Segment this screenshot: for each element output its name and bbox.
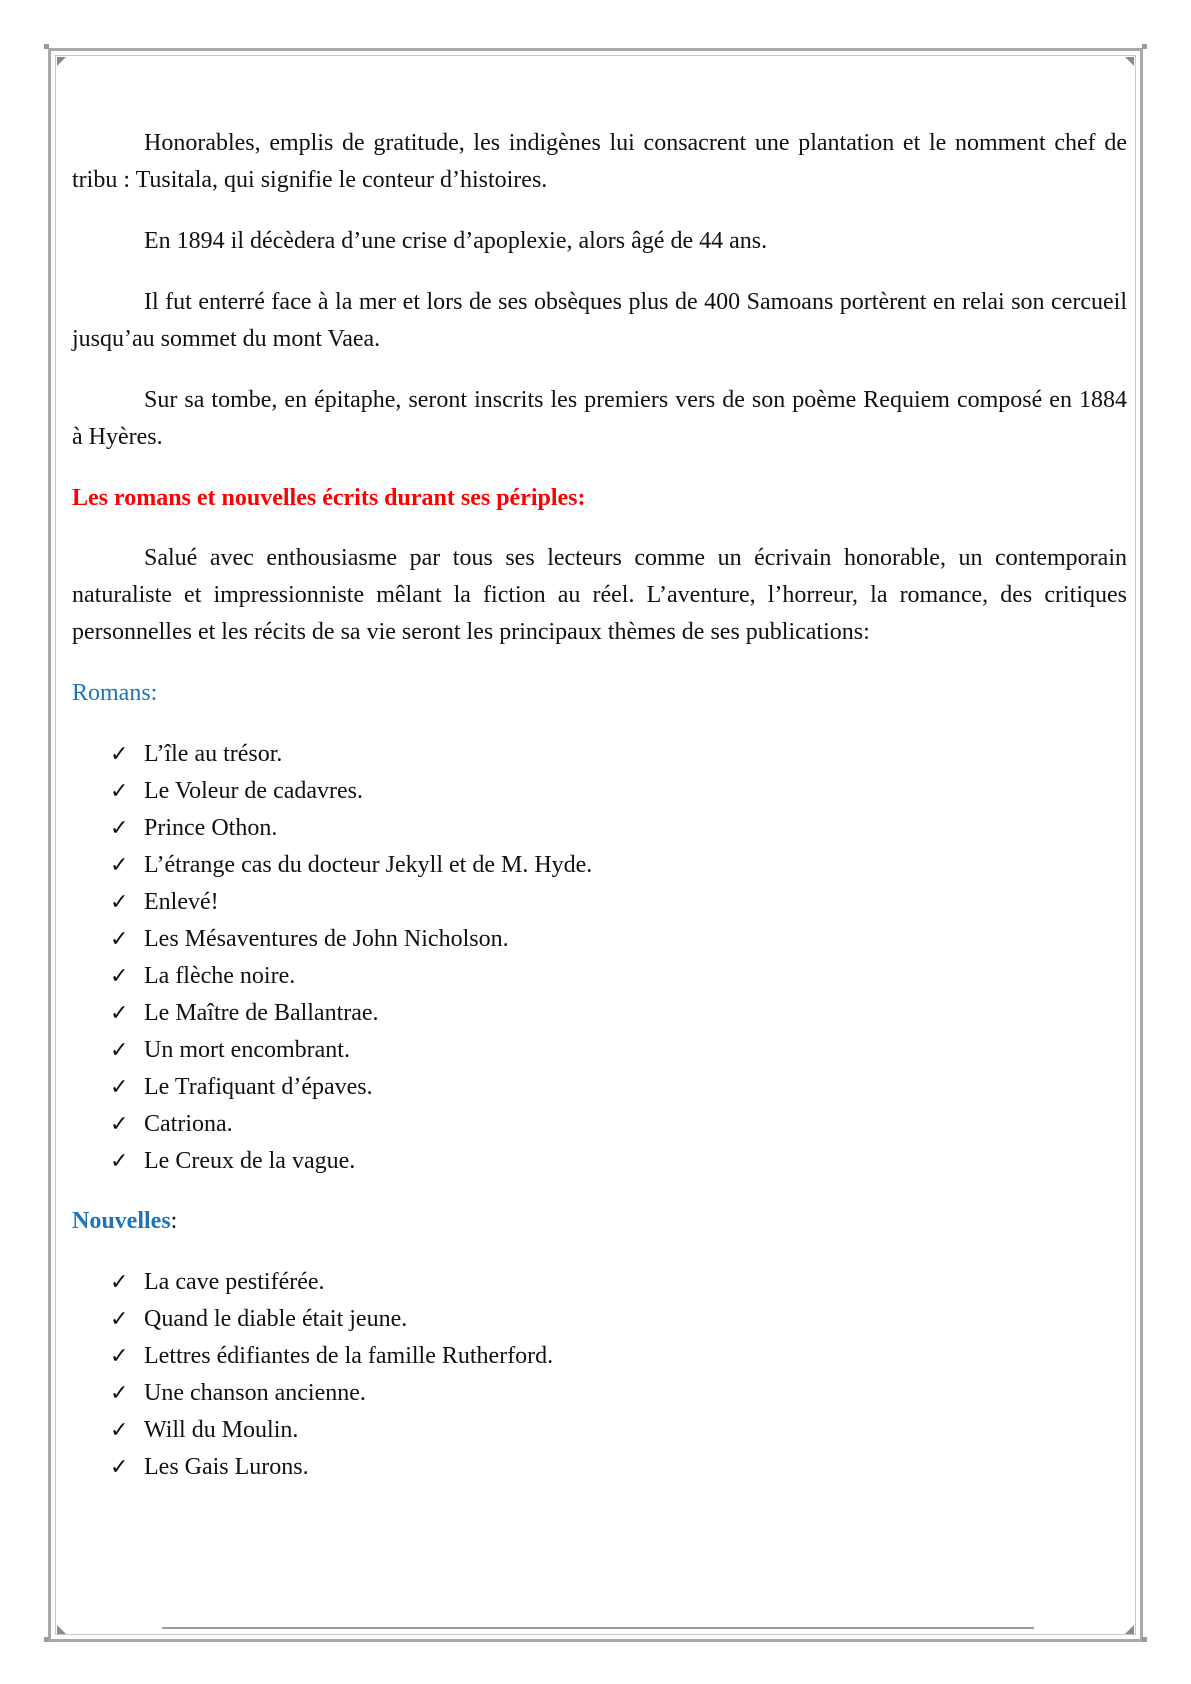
- nouvelles-colon: :: [170, 1208, 178, 1234]
- list-item-text: Quand le diable était jeune.: [144, 1306, 408, 1332]
- checkmark-icon: ✓: [110, 1038, 129, 1063]
- list-item: [72, 1069, 1127, 1106]
- romans-heading: [72, 675, 1127, 712]
- list-item-text: Le Maître de Ballantrae.: [144, 1000, 379, 1026]
- list-item: [72, 847, 1127, 884]
- checkmark-icon: ✓: [110, 1455, 129, 1480]
- checkmark-icon: ✓: [110, 1149, 129, 1174]
- romans-label: Romans:: [72, 680, 158, 706]
- list-item-text: Prince Othon.: [144, 815, 278, 841]
- footer-rule: [162, 1627, 1034, 1629]
- list-item-text: L’étrange cas du docteur Jekyll et de M. Hyde.: [144, 852, 593, 878]
- list-item-text: Le Trafiquant d’épaves.: [144, 1074, 373, 1100]
- list-item: [72, 1375, 1127, 1412]
- checkmark-icon: ✓: [110, 1344, 129, 1369]
- list-item: [72, 1143, 1127, 1180]
- list-item: [72, 1449, 1127, 1486]
- frame-corner-bottom-left: [57, 1625, 66, 1634]
- frame-corner-top-left: [57, 57, 66, 66]
- paragraph-burial: Il fut enterré face à la mer et lors de ses obsèques plus de 400 Samoans portèrent en relai son cercueil jusqu’au sommet du mont Vaea.: [72, 289, 1127, 352]
- checkmark-icon: ✓: [110, 1001, 129, 1026]
- list-item: [72, 958, 1127, 995]
- frame-dot-top-left: [44, 44, 49, 49]
- checkmark-icon: ✓: [110, 1075, 129, 1100]
- paragraph-tusitala: Honorables, emplis de gratitude, les indigènes lui consacrent une plantation et le nomment chef de tribu : Tusitala, qui signifie le conteur d’histoires.: [72, 130, 1127, 193]
- page-content: [72, 125, 1127, 1509]
- checkmark-icon: ✓: [110, 1270, 129, 1295]
- list-item: [72, 736, 1127, 773]
- romans-list: [72, 736, 1127, 1180]
- list-item-text: Un mort encombrant.: [144, 1037, 350, 1063]
- list-item-text: L’île au trésor.: [144, 741, 283, 767]
- list-item-text: La cave pestiférée.: [144, 1269, 325, 1295]
- checkmark-icon: ✓: [110, 1307, 129, 1332]
- list-item: [72, 1338, 1127, 1375]
- paragraph-death: En 1894 il décèdera d’une crise d’apoplexie, alors âgé de 44 ans.: [144, 228, 768, 254]
- nouvelles-heading: [72, 1203, 1127, 1240]
- frame-dot-bottom-right: [1142, 1637, 1147, 1642]
- checkmark-icon: ✓: [110, 779, 129, 804]
- frame-corner-top-right: [1125, 57, 1134, 66]
- section-intro: Salué avec enthousiasme par tous ses lecteurs comme un écrivain honorable, un contemporain naturaliste et impressionniste mêlant la fiction au réel. L’aventure, l’horreur, la romance, des critiques personnelles et les récits de sa vie seront les principaux thèmes de ses publications:: [72, 545, 1127, 645]
- list-item: [72, 1032, 1127, 1069]
- list-item: [72, 1301, 1127, 1338]
- checkmark-icon: ✓: [110, 853, 129, 878]
- frame-dot-bottom-left: [44, 1637, 49, 1642]
- nouvelles-list: [72, 1264, 1127, 1486]
- list-item: [72, 810, 1127, 847]
- section-heading: Les romans et nouvelles écrits durant ses périples:: [72, 485, 586, 511]
- list-item: [72, 884, 1127, 921]
- list-item-text: Catriona.: [144, 1111, 233, 1137]
- list-item: [72, 1264, 1127, 1301]
- paragraph-epitaph: Sur sa tombe, en épitaphe, seront inscrits les premiers vers de son poème Requiem composé en 1884 à Hyères.: [72, 387, 1127, 450]
- list-item: [72, 1412, 1127, 1449]
- list-item: [72, 921, 1127, 958]
- checkmark-icon: ✓: [110, 890, 129, 915]
- list-item-text: Les Gais Lurons.: [144, 1454, 309, 1480]
- list-item-text: Enlevé!: [144, 889, 219, 915]
- checkmark-icon: ✓: [110, 964, 129, 989]
- list-item: [72, 995, 1127, 1032]
- list-item-text: La flèche noire.: [144, 963, 296, 989]
- list-item-text: Une chanson ancienne.: [144, 1380, 366, 1406]
- list-item-text: Le Voleur de cadavres.: [144, 778, 364, 804]
- frame-dot-top-right: [1142, 44, 1147, 49]
- list-item-text: Les Mésaventures de John Nicholson.: [144, 926, 509, 952]
- list-item-text: Lettres édifiantes de la famille Rutherford.: [144, 1343, 554, 1369]
- checkmark-icon: ✓: [110, 1418, 129, 1443]
- checkmark-icon: ✓: [110, 1112, 129, 1137]
- checkmark-icon: ✓: [110, 742, 129, 767]
- list-item-text: Will du Moulin.: [144, 1417, 299, 1443]
- nouvelles-label: Nouvelles: [72, 1208, 171, 1234]
- list-item: [72, 773, 1127, 810]
- list-item: [72, 1106, 1127, 1143]
- checkmark-icon: ✓: [110, 927, 129, 952]
- frame-corner-bottom-right: [1125, 1625, 1134, 1634]
- list-item-text: Le Creux de la vague.: [144, 1148, 356, 1174]
- checkmark-icon: ✓: [110, 1381, 129, 1406]
- checkmark-icon: ✓: [110, 816, 129, 841]
